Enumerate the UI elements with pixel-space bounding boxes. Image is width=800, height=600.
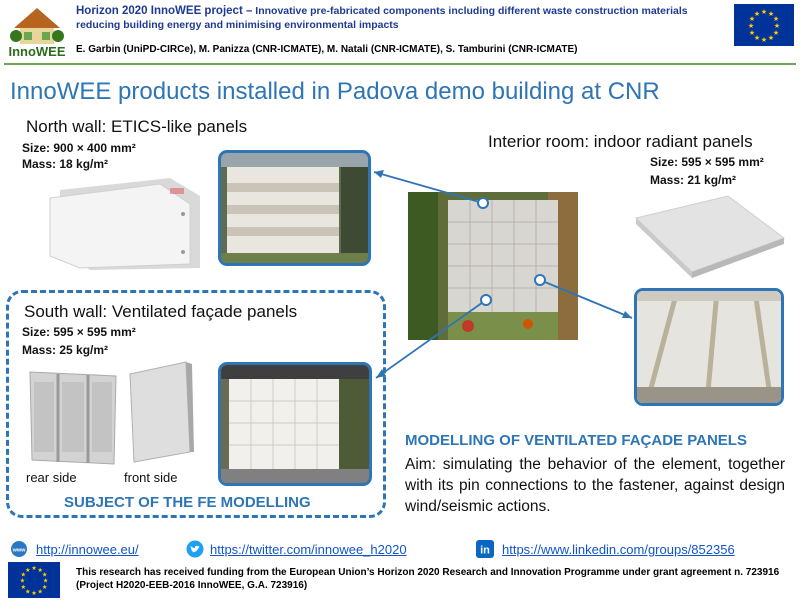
marker-interior [535,275,545,285]
svg-text:www: www [12,547,26,554]
svg-text:★: ★ [753,34,761,42]
funding-acknowledgement: This research has received funding from the European Union’s Horizon 2020 Research and Innovation Programme under grant agreement n. 723916 (Project H2020-EEB-2016 InnoWEE, G.A. 723916) [76,567,780,591]
rear-side-panel-image [26,368,120,466]
svg-text:★: ★ [748,29,756,37]
svg-text:★: ★ [41,571,48,579]
svg-text:★: ★ [772,15,780,23]
svg-text:★: ★ [767,10,775,18]
svg-text:★: ★ [37,588,44,596]
links-bar [8,540,798,560]
modelling-heading: MODELLING OF VENTILATED FAÇADE PANELS [405,432,747,449]
svg-text:★: ★ [31,590,37,596]
north-size: Size: 900 × 400 mm² [22,141,136,155]
interior-heading: Interior room: indoor radiant panels [488,132,753,151]
eu-flag-bottom [8,562,60,598]
eu-stars-icon [14,564,54,596]
project-description: Innovative pre-fabricated components including different waste construction materials reducing building energy and minimising environmental impacts [76,5,688,31]
south-wall-photo [218,362,372,486]
svg-text:★: ★ [42,577,49,585]
north-mass: Mass: 18 kg/m² [22,157,109,171]
svg-text:★: ★ [772,29,780,37]
svg-text:★: ★ [31,565,37,573]
radiant-panel-image [632,192,788,282]
north-wall-heading: North wall: ETICS-like panels [26,117,248,136]
twitter-icon [186,540,204,558]
marker-north [478,198,488,208]
svg-text:★: ★ [19,577,26,585]
svg-text:in: in [480,544,490,557]
website-link[interactable]: http://innowee.eu/ [36,542,139,557]
connector-north [374,172,483,203]
svg-text:★: ★ [20,571,27,579]
twitter-link[interactable]: https://twitter.com/innowee_h2020 [210,542,407,557]
svg-text:★: ★ [773,22,781,30]
svg-text:★: ★ [24,567,31,574]
south-mass: Mass: 25 kg/m² [22,343,109,357]
connector-south [376,300,486,378]
svg-text:★: ★ [37,567,44,574]
front-side-panel-image [124,360,196,464]
south-size: Size: 595 × 595 mm² [22,325,136,339]
svg-text:★: ★ [747,22,755,30]
connector-interior [540,280,632,318]
modelling-aim: Aim: simulating the behavior of the element, together with its pin connections to the fastener, against design wind/seismic actions. [405,456,785,515]
rear-side-label: rear side [26,470,77,485]
svg-text:★: ★ [20,583,27,591]
svg-text:★: ★ [753,10,761,18]
front-side-label: front side [124,470,178,485]
interior-ceiling-photo [634,288,784,406]
authors: E. Garbin (UniPD-CIRCe), M. Panizza (CNR-ICMATE), M. Natali (CNR-ICMATE), S. Tamburini (CNR-ICMATE) [76,44,578,55]
svg-text:★: ★ [760,36,768,43]
svg-text:★: ★ [24,588,31,596]
globe-icon [10,540,28,558]
project-name: Horizon 2020 InnoWEE project – [76,5,253,17]
interior-mass: Mass: 21 kg/m² [650,173,737,187]
svg-text:★: ★ [760,8,768,16]
linkedin-link[interactable]: https://www.linkedin.com/groups/852356 [502,542,735,557]
page-title: InnoWEE products installed in Padova demo building at CNR [10,78,660,105]
svg-text:★: ★ [748,15,756,23]
svg-text:★: ★ [41,583,48,591]
svg-text:★: ★ [767,34,775,42]
fe-modelling-subject: SUBJECT OF THE FE MODELLING [64,494,311,511]
svg-text:InnoWEE: InnoWEE [8,44,66,59]
south-wall-heading: South wall: Ventilated façade panels [24,302,298,321]
marker-south [481,295,491,305]
linkedin-icon [476,540,494,558]
interior-size: Size: 595 × 595 mm² [650,155,764,169]
